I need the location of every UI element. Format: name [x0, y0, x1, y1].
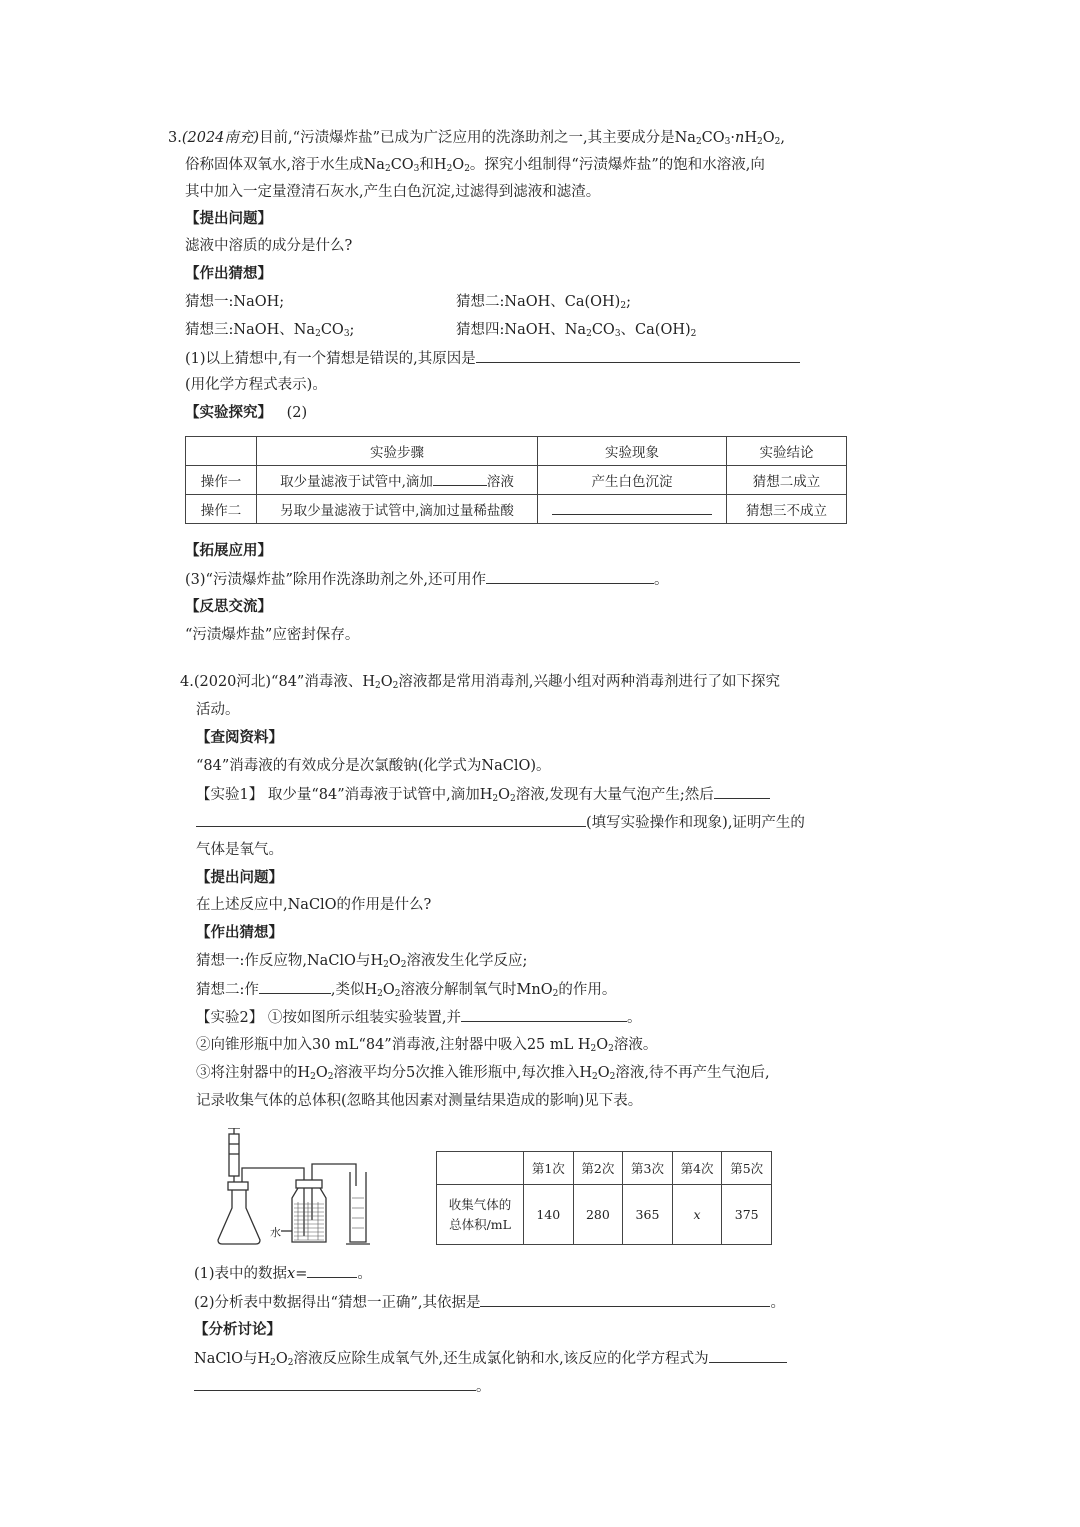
q4-exp2-line1: 【实验2】 ①按如图所示组装实验装置,并 。 [196, 1007, 641, 1028]
q4-analysis-line2: 。 [194, 1376, 491, 1397]
table-row [186, 466, 847, 495]
q3-source: (2024南充) [181, 130, 260, 146]
table-header: 实验结论 [727, 437, 847, 466]
gas-bottle-icon [292, 1180, 326, 1242]
q3-part2-num: (2) [286, 405, 308, 421]
q4-volume-table [436, 1151, 772, 1245]
table-header: 第3次 [623, 1152, 673, 1185]
table-row-label: 收集气体的 总体积/mL [437, 1185, 524, 1245]
q3-question: 滤液中溶质的成分是什么? [185, 238, 353, 254]
q3-hyp3: 猜想三:NaOH、$Na_2CO_3$; [185, 322, 355, 339]
q4-exp1-line3: 气体是氧气。 [196, 842, 283, 858]
q3-reagent-blank[interactable] [433, 471, 487, 486]
q3-phenomenon-blank[interactable] [552, 500, 712, 515]
q3-heading-extend: 【拓展应用】 [185, 543, 272, 559]
q3-part3-answer-blank[interactable] [486, 569, 654, 584]
q4-part1-blank[interactable] [307, 1263, 357, 1278]
q3-experiment-line [185, 403, 307, 423]
table-row [186, 437, 847, 466]
q4-exp2-blank[interactable] [461, 1007, 627, 1022]
table-cell: 操作一 [186, 466, 257, 495]
table-cell: 猜想二成立 [727, 466, 847, 495]
table-cell: 猜想三不成立 [727, 495, 847, 524]
table-cell: 280 [573, 1185, 623, 1245]
q3-heading-experiment: 【实验探究】 [185, 405, 272, 421]
q4-number: 4. [180, 674, 194, 690]
q4-exp1-blank-a[interactable] [714, 784, 770, 799]
table-header: 第2次 [573, 1152, 623, 1185]
q3-hyp4: 猜想四:NaOH、$Na_2CO_3$、$Ca(OH)_2$ [456, 322, 697, 339]
table-cell: x [672, 1185, 722, 1245]
q4-heading-analysis: 【分析讨论】 [194, 1322, 281, 1338]
q4-heading-question: 【提出问题】 [196, 870, 283, 886]
q4-part2: (2)分析表中数据得出“猜想一正确”,其依据是 。 [194, 1292, 785, 1313]
table-cell [538, 495, 727, 524]
table-cell: 140 [524, 1185, 574, 1245]
q3-part3: (3)“污渍爆炸盐”除用作洗涤助剂之外,还可用作 。 [185, 569, 668, 590]
table-row [186, 495, 847, 524]
q4-hyp1: 猜想一:作反应物,NaClO与$H_2O_2$溶液发生化学反应; [196, 953, 528, 970]
table-header: 实验现象 [538, 437, 727, 466]
q4-part2-blank[interactable] [480, 1292, 770, 1307]
q3-hyp2: 猜想二:NaOH、$Ca(OH)_2$; [456, 294, 631, 311]
q3-intro-line2: 俗称固体双氧水,溶于水生成$Na_2CO_3$和$H_2O_2$。探究小组制得“污渍爆炸盐”的饱和水溶液,向 [185, 157, 765, 174]
q4-exp2-line3: ③将注射器中的$H_2O_2$溶液平均分5次推入锥形瓶中,每次推入$H_2O_2$溶液,待不再产生气泡后, [196, 1065, 770, 1082]
q3-experiment-table [185, 436, 847, 524]
q4-intro-line2: 活动。 [196, 702, 240, 718]
q4-intro-line1: 4.(2020河北)“84”消毒液、$H_2O_2$溶液都是常用消毒剂,兴趣小组对两种消毒剂进行了如下探究 [180, 674, 780, 691]
q3-part1-answer-blank[interactable] [476, 348, 800, 363]
table-header: 实验步骤 [257, 437, 538, 466]
q4-ref: “84”消毒液的有效成分是次氯酸钠(化学式为NaClO)。 [196, 758, 551, 774]
q4-heading-ref: 【查阅资料】 [196, 730, 283, 746]
syringe-icon [228, 1128, 240, 1182]
table-cell: 375 [722, 1185, 772, 1245]
table-header: 第4次 [672, 1152, 722, 1185]
q4-exp2-line2: ②向锥形瓶中加入30 mL“84”消毒液,注射器中吸入25 mL $H_2O_2$溶液。 [196, 1037, 658, 1054]
table-row [437, 1152, 772, 1185]
q3-heading-hypothesis: 【作出猜想】 [185, 266, 272, 282]
table-cell: 365 [623, 1185, 673, 1245]
table-header: 第5次 [722, 1152, 772, 1185]
table-cell: 取少量滤液于试管中,滴加 溶液 [257, 466, 538, 495]
q4-question: 在上述反应中,NaClO的作用是什么? [196, 897, 432, 913]
table-cell: 产生白色沉淀 [538, 466, 727, 495]
table-row [437, 1185, 772, 1245]
q3-number: 3. [168, 130, 182, 146]
q3-heading-reflect: 【反思交流】 [185, 599, 272, 615]
q4-exp1-blank-b[interactable] [196, 812, 586, 827]
q3-hyp1: 猜想一:NaOH; [185, 294, 285, 310]
q3-intro-line1: 3.(2024南充)目前,“污渍爆炸盐”已成为广泛应用的洗涤助剂之一,其主要成分是$Na_2CO_3\cdot nH_2O_2$, [168, 130, 785, 147]
q3-reflect: “污渍爆炸盐”应密封保存。 [185, 627, 360, 643]
q4-heading-hypothesis: 【作出猜想】 [196, 925, 283, 941]
q4-part1: (1)表中的数据x= 。 [194, 1263, 372, 1284]
q3-part1-note: (用化学方程式表示)。 [185, 377, 327, 393]
q3-heading-question: 【提出问题】 [185, 211, 272, 227]
q4-exp2-line4: 记录收集气体的总体积(忽略其他因素对测量结果造成的影响)见下表。 [196, 1093, 643, 1109]
q4-hyp2-blank[interactable] [259, 979, 331, 994]
table-cell: 操作二 [186, 495, 257, 524]
q4-analysis-blank-a[interactable] [709, 1348, 787, 1363]
q4-exp1-line1: 【实验1】 取少量“84”消毒液于试管中,滴加$H_2O_2$溶液,发现有大量气泡产生;然后 [196, 784, 770, 805]
water-label: 水 [270, 1226, 281, 1239]
table-cell: 另取少量滤液于试管中,滴加过量稀盐酸 [257, 495, 538, 524]
q4-hyp2: 猜想二:作 ,类似$H_2O_2$溶液分解制氧气时MnO$_2$的作用。 [196, 979, 616, 1000]
apparatus-diagram [212, 1128, 382, 1258]
conical-flask-icon [218, 1182, 260, 1244]
q4-analysis-line1: NaClO与$H_2O_2$溶液反应除生成氧气外,还生成氯化钠和水,该反应的化学方程式为 [194, 1348, 787, 1369]
table-header: 第1次 [524, 1152, 574, 1185]
q3-part1: (1)以上猜想中,有一个猜想是错误的,其原因是 [185, 348, 800, 369]
q4-exp1-line2: (填写实验操作和现象),证明产生的 [196, 812, 805, 833]
q4-analysis-blank-b[interactable] [194, 1376, 476, 1391]
q3-intro-line3: 其中加入一定量澄清石灰水,产生白色沉淀,过滤得到滤液和滤渣。 [185, 184, 601, 200]
